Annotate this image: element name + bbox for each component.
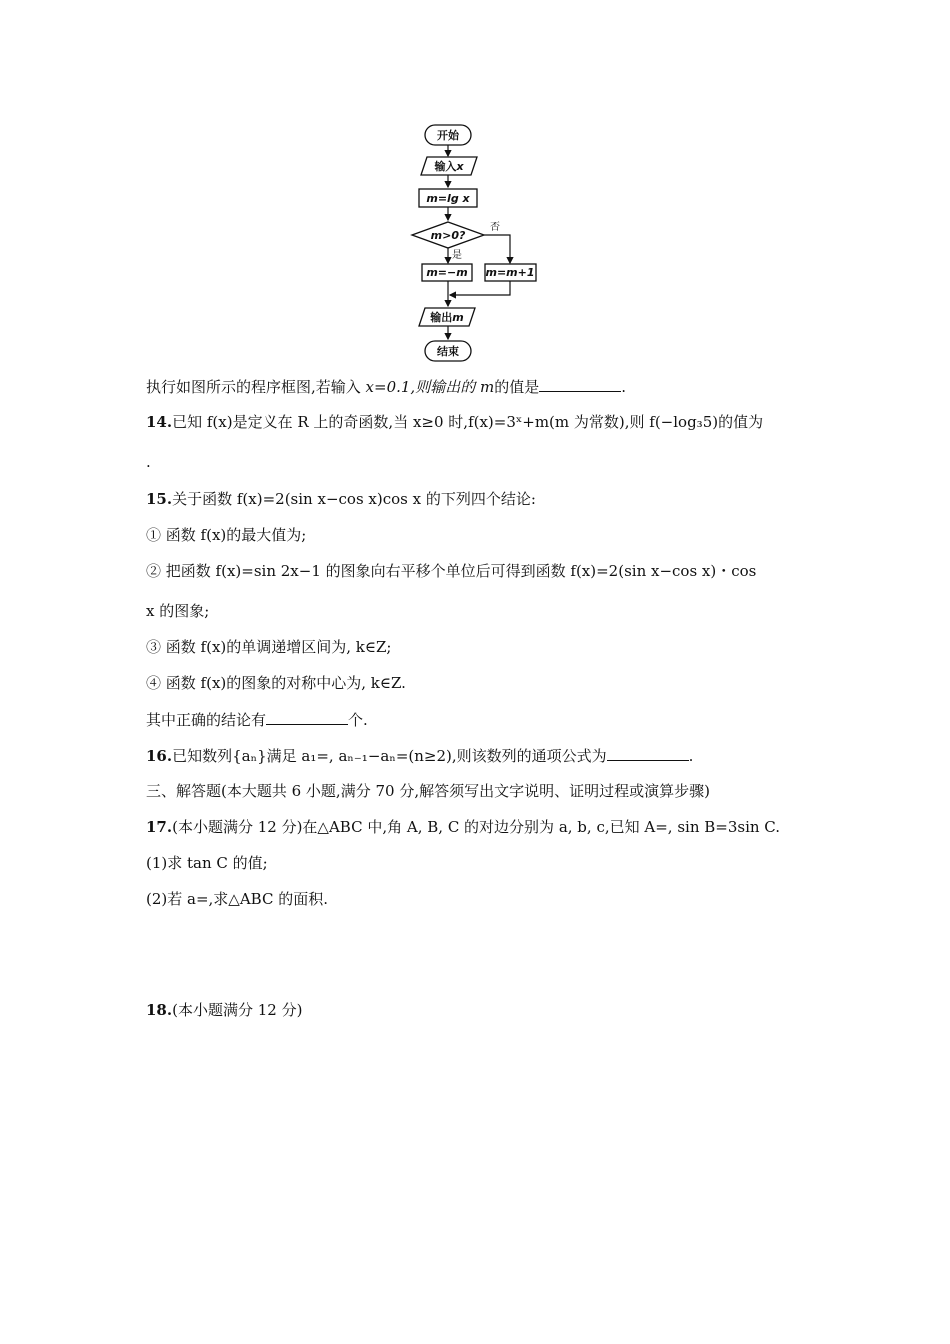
start-label: 开始 bbox=[437, 129, 459, 142]
input-label: 输入 bbox=[434, 160, 457, 173]
section-3-heading: 三、解答题(本大题共 6 小题,满分 70 分,解答须写出文字说明、证明过程或演算步骤) bbox=[146, 782, 710, 800]
end-label: 结束 bbox=[437, 345, 459, 358]
question-16: 16.已知数列{aₙ}满足 a₁=, aₙ₋₁−aₙ=(n≥2),则该数列的通项公式为 . bbox=[146, 747, 694, 765]
question-17: 17.(本小题满分 12 分)在△ABC 中,角 A, B, C 的对边分别为 a, b, c,已知 A=, sin B=3sin C. bbox=[146, 818, 781, 836]
question-15: 15.关于函数 f(x)=2(sin x−cos x)cos x 的下列四个结论: bbox=[146, 490, 536, 508]
q15-item-1: ① 函数 f(x)的最大值为; bbox=[146, 526, 307, 544]
flowchart bbox=[405, 118, 555, 368]
question-14-tail: . bbox=[146, 453, 151, 471]
svg-text:输入x bbox=[433, 159, 464, 173]
input-var: x bbox=[456, 160, 464, 173]
q15-item-3: ③ 函数 f(x)的单调递增区间为, k∈Z; bbox=[146, 638, 392, 656]
q15-item-2: ② 把函数 f(x)=sin 2x−1 的图象向右平移个单位后可得到函数 f(x)=2(sin x−cos x)・cos bbox=[146, 562, 757, 580]
svg-text:输出m bbox=[429, 310, 463, 324]
q17-part-1: (1)求 tan C 的值; bbox=[146, 854, 268, 872]
q15-item-2b: x 的图象; bbox=[146, 602, 210, 620]
question-14: 14.已知 f(x)是定义在 R 上的奇函数,当 x≥0 时,f(x)=3ˣ+m(m 为常数),则 f(−log₃5)的值为 bbox=[146, 413, 764, 431]
assign-label: m=lg x bbox=[426, 192, 470, 205]
answer-blank-16[interactable] bbox=[607, 745, 689, 761]
output-var: m bbox=[452, 311, 464, 324]
no-branch-label: m=m+1 bbox=[485, 266, 535, 279]
output-label: 输出 bbox=[430, 311, 453, 324]
answer-blank-15[interactable] bbox=[266, 709, 348, 725]
question-13: 执行如图所示的程序框图,若输入 x=0.1,则输出的 m的值是 . bbox=[146, 378, 626, 396]
q15-closing: 其中正确的结论有 个. bbox=[146, 711, 368, 729]
yes-branch-label: m=−m bbox=[426, 266, 468, 279]
q15-item-4: ④ 函数 f(x)的图象的对称中心为, k∈Z. bbox=[146, 674, 406, 692]
yes-label: 是 bbox=[452, 250, 462, 261]
condition-label: m>0? bbox=[430, 229, 466, 242]
no-label: 否 bbox=[490, 222, 500, 233]
q17-part-2: (2)若 a=,求△ABC 的面积. bbox=[146, 890, 328, 908]
question-18: 18.(本小题满分 12 分) bbox=[146, 1001, 303, 1019]
answer-blank-13[interactable] bbox=[539, 376, 621, 392]
